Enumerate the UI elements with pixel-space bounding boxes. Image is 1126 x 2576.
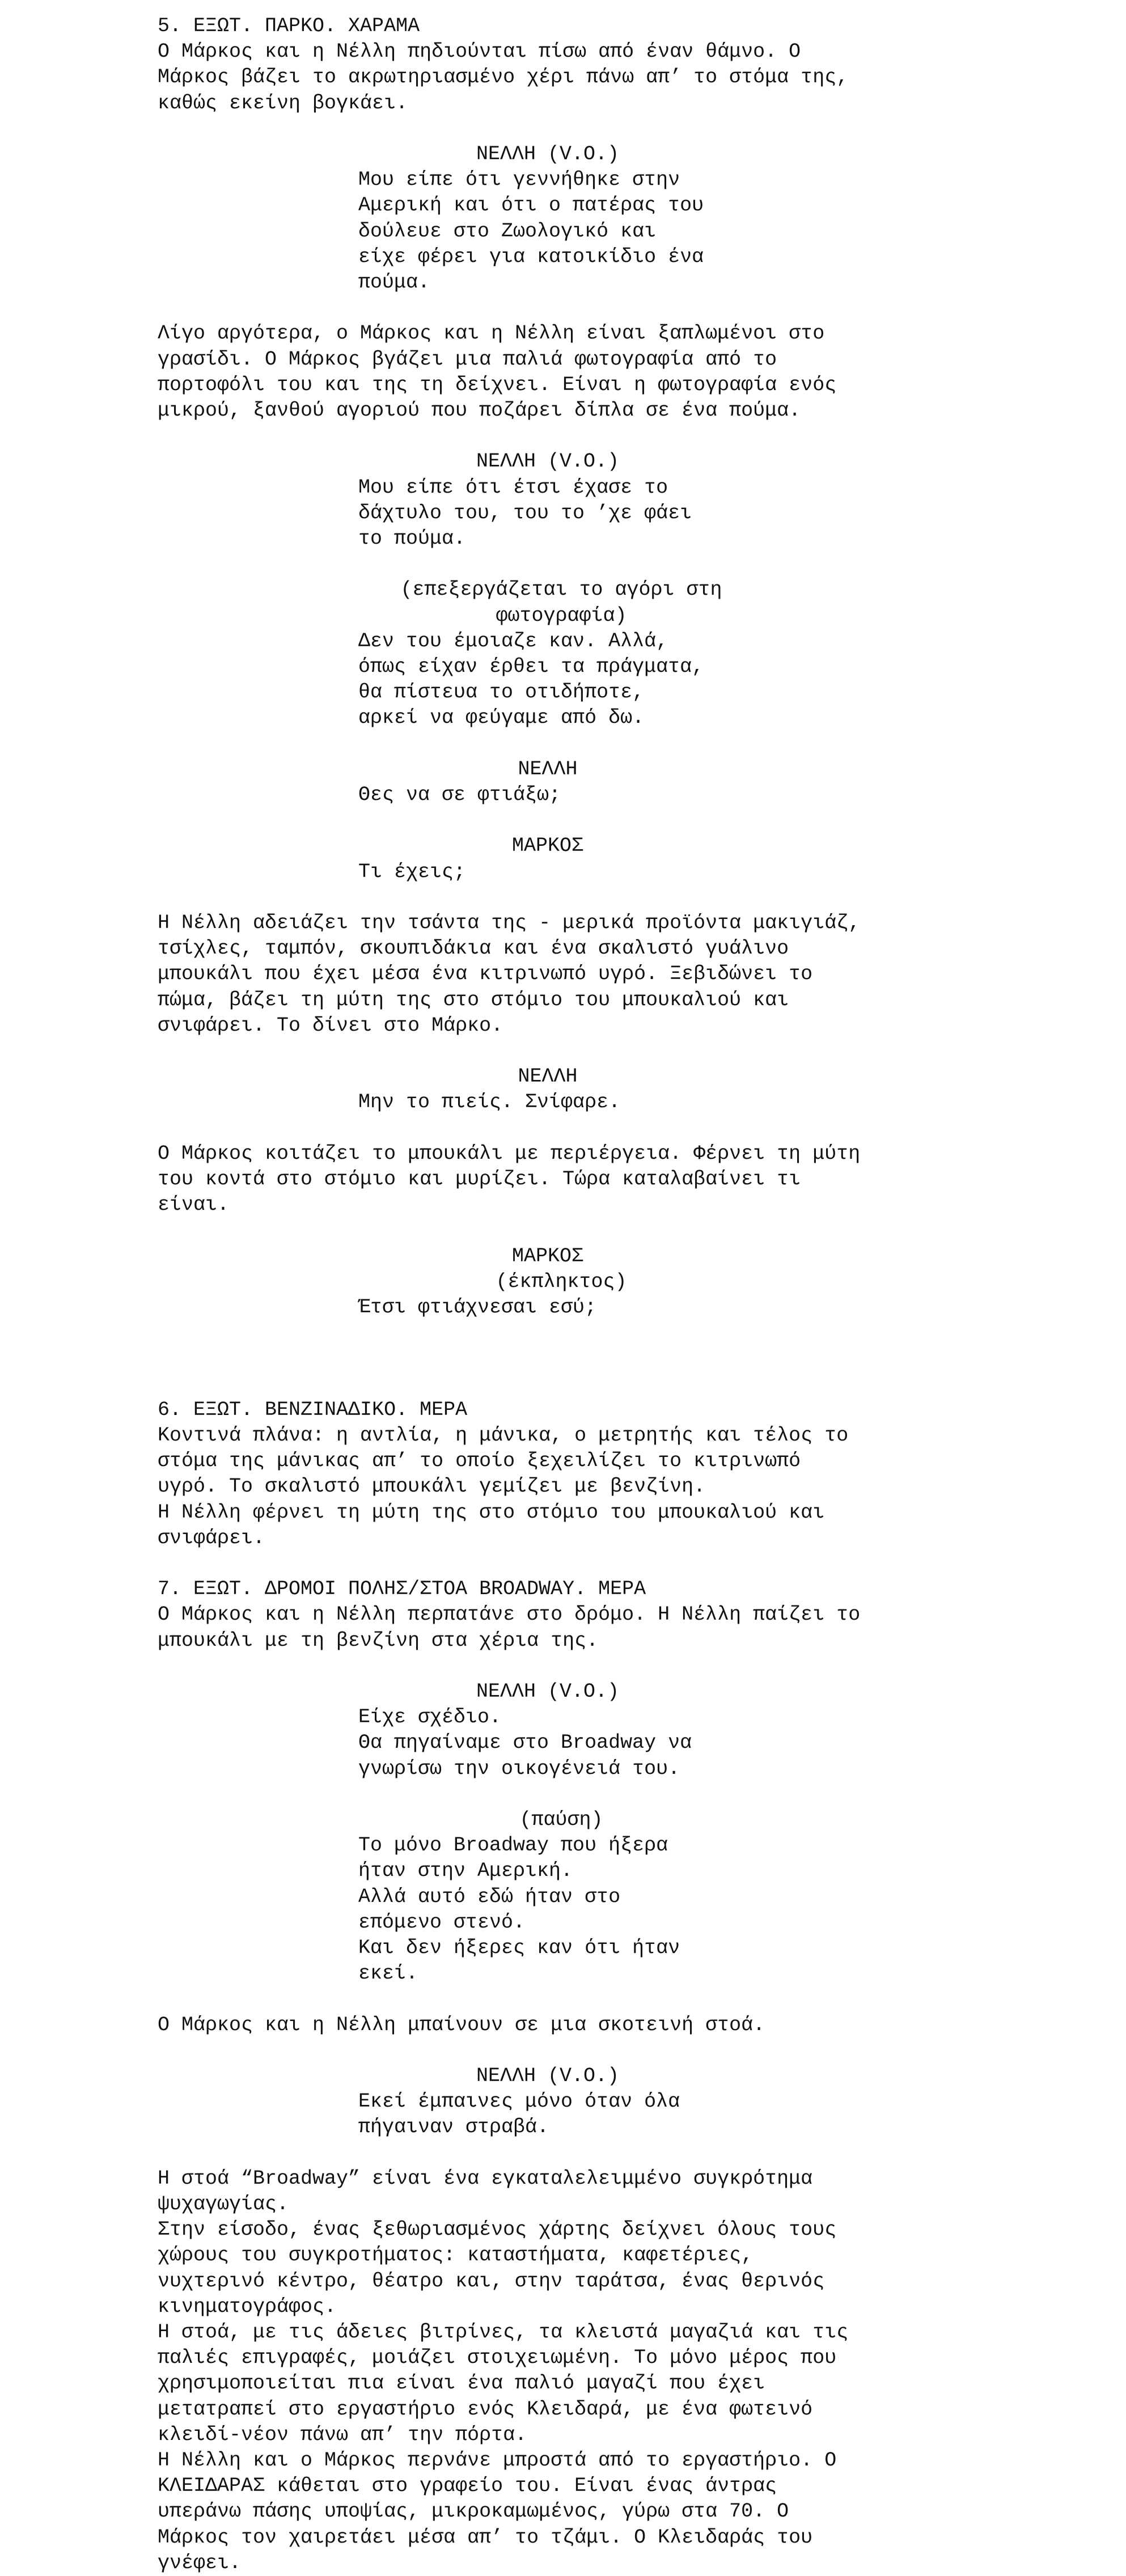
line-action: ΚΛΕΙΔΑΡΑΣ κάθεται στο γραφείο του. Είναι ένας άντρας bbox=[158, 2475, 777, 2498]
line-dialogue: Έτσι φτιάχνεσαι εσύ; bbox=[358, 1296, 597, 1319]
line-parenthetical: (επεξεργάζεται το αγόρι στη bbox=[400, 578, 722, 601]
line-action: κλειδί-νέον πάνω απ’ την πόρτα. bbox=[158, 2423, 527, 2446]
line-action: σνιφάρει. bbox=[158, 1526, 265, 1549]
line-action: Κοντινά πλάνα: η αντλία, η μάνικα, ο μετρητής και τέλος το bbox=[158, 1424, 849, 1447]
line-action: Η Νέλλη αδειάζει την τσάντα της - μερικά προϊόντα μακιγιάζ, bbox=[158, 912, 861, 934]
line-action: πορτοφόλι του και της τη δείχνει. Είναι η φωτογραφία ενός bbox=[158, 373, 837, 396]
line-action: Ο Μάρκος κοιτάζει το μπουκάλι με περιέργεια. Φέρνει τη μύτη bbox=[158, 1142, 861, 1165]
line-dialogue: ήταν στην Αμερική. bbox=[358, 1859, 573, 1883]
line-dialogue: Δεν του έμοιαζε καν. Αλλά, bbox=[358, 629, 668, 653]
line-action: του κοντά στο στόμιο και μυρίζει. Τώρα καταλαβαίνει τι bbox=[158, 1168, 801, 1190]
line-action: ψυχαγωγίας. bbox=[158, 2193, 289, 2215]
line-action: Ο Μάρκος και η Νέλλη περπατάνε στο δρόμο. Η Νέλλη παίζει το bbox=[158, 1603, 861, 1626]
line-character: ΝΕΛΛΗ (V.O.) bbox=[476, 143, 620, 166]
line-action: Η στοά, με τις άδειες βιτρίνες, τα κλειστά μαγαζιά και τις bbox=[158, 2321, 849, 2344]
line-action: γρασίδι. Ο Μάρκος βγάζει μια παλιά φωτογραφία από το bbox=[158, 348, 777, 371]
line-dialogue: Μου είπε ότι έτσι έχασε το bbox=[358, 476, 668, 499]
line-dialogue: Εκεί έμπαινες μόνο όταν όλα bbox=[358, 2090, 680, 2113]
line-action: Η Νέλλη φέρνει τη μύτη της στο στόμιο του μπουκαλιού και bbox=[158, 1501, 825, 1524]
line-parenthetical: φωτογραφία) bbox=[496, 604, 627, 627]
line-action: Ο Μάρκος και η Νέλλη πηδιούνται πίσω από έναν θάμνο. Ο bbox=[158, 40, 801, 63]
line-character: ΝΕΛΛΗ (V.O.) bbox=[476, 450, 620, 473]
line-dialogue: πούμα. bbox=[358, 271, 430, 294]
line-action: Η στοά “Broadway” είναι ένα εγκαταλελειμμένο συγκρότημα bbox=[158, 2167, 813, 2190]
line-action: πώμα, βάζει τη μύτη της στο στόμιο του μπουκαλιού και bbox=[158, 988, 789, 1011]
line-parenthetical: (παύση) bbox=[519, 1808, 603, 1831]
line-character: ΝΕΛΛΗ (V.O.) bbox=[476, 2065, 620, 2087]
line-character: ΝΕΛΛΗ (V.O.) bbox=[476, 1680, 620, 1703]
line-action: μπουκάλι που έχει μέσα ένα κιτρινωπό υγρό. Ξεβιδώνει το bbox=[158, 963, 813, 986]
line-character: ΜΑΡΚΟΣ bbox=[511, 834, 584, 858]
line-character: ΜΑΡΚΟΣ bbox=[511, 1244, 584, 1268]
line-action: στόμα της μάνικας απ’ το οποίο ξεχειλίζει το κιτρινωπό bbox=[158, 1450, 801, 1473]
line-dialogue: Μην το πιείς. Σνίφαρε. bbox=[358, 1091, 621, 1114]
line-dialogue: αρκεί να φεύγαμε από δω. bbox=[358, 706, 645, 730]
line-dialogue: εκεί. bbox=[358, 1962, 418, 1985]
line-dialogue: δούλευε στο Ζωολογικό και bbox=[358, 219, 657, 243]
line-action: Μάρκος βάζει το ακρωτηριασμένο χέρι πάνω απ’ το στόμα της, bbox=[158, 66, 849, 89]
line-action: μετατραπεί στο εργαστήριο ενός Κλειδαρά, με ένα φωτεινό bbox=[158, 2397, 813, 2421]
line-action: είναι. bbox=[158, 1193, 230, 1217]
line-dialogue: Θα πηγαίναμε στο Broadway να bbox=[358, 1731, 692, 1755]
line-dialogue: γνωρίσω την οικογένειά του. bbox=[358, 1757, 680, 1780]
line-dialogue: Αμερική και ότι ο πατέρας του bbox=[358, 194, 704, 217]
line-action: χρησιμοποιείται πια είναι ένα παλιό μαγαζί που έχει bbox=[158, 2372, 765, 2395]
line-action: παλιές επιγραφές, μοιάζει στοιχειωμένη. Το μόνο μέρος που bbox=[158, 2346, 837, 2370]
line-character: ΝΕΛΛΗ bbox=[518, 1065, 578, 1088]
line-action: νυχτερινό κέντρο, θέατρο και, στην ταράτσα, ένας θερινός bbox=[158, 2269, 825, 2293]
line-dialogue: Αλλά αυτό εδώ ήταν στο bbox=[358, 1885, 621, 1908]
line-action: υγρό. Το σκαλιστό μπουκάλι γεμίζει με βενζίνη. bbox=[158, 1475, 706, 1498]
line-dialogue: το πούμα. bbox=[358, 527, 466, 550]
line-action: Στην είσοδο, ένας ξεθωριασμένος χάρτης δείχνει όλους τους bbox=[158, 2218, 837, 2242]
line-parenthetical: (έκπληκτος) bbox=[496, 1270, 627, 1293]
line-dialogue: είχε φέρει για κατοικίδιο ένα bbox=[358, 245, 704, 268]
line-scene-heading: 6. ΕΞΩΤ. ΒΕΝΖΙΝΑΔΙΚΟ. ΜΕΡΑ bbox=[158, 1398, 468, 1421]
line-action: Ο Μάρκος και η Νέλλη μπαίνουν σε μια σκοτεινή στοά. bbox=[158, 2013, 765, 2036]
line-action: Μάρκος τον χαιρετάει μέσα απ’ το τζάμι. Ο Κλειδαράς του bbox=[158, 2526, 813, 2549]
line-dialogue: Θες να σε φτιάξω; bbox=[358, 783, 561, 806]
line-action: Λίγο αργότερα, ο Μάρκος και η Νέλλη είναι ξαπλωμένοι στο bbox=[158, 322, 825, 345]
line-action: κινηματογράφος. bbox=[158, 2295, 337, 2318]
line-dialogue: Τι έχεις; bbox=[358, 860, 466, 883]
line-scene-heading: 5. ΕΞΩΤ. ΠΑΡΚΟ. ΧΑΡΑΜΑ bbox=[158, 15, 420, 37]
line-action: μπουκάλι με τη βενζίνη στα χέρια της. bbox=[158, 1629, 599, 1652]
line-action: Η Νέλλη και ο Μάρκος περνάνε μπροστά από το εργαστήριο. Ο bbox=[158, 2449, 837, 2472]
line-action: χώρους του συγκροτήματος: καταστήματα, καφετέριες, bbox=[158, 2244, 754, 2267]
line-dialogue: θα πίστευα το οτιδήποτε, bbox=[358, 681, 645, 704]
line-dialogue: επόμενο στενό. bbox=[358, 1910, 526, 1934]
line-dialogue: Μου είπε ότι γεννήθηκε στην bbox=[358, 168, 680, 192]
line-action: τσίχλες, ταμπόν, σκουπιδάκια και ένα σκαλιστό γυάλινο bbox=[158, 937, 789, 960]
line-action: γνέφει. bbox=[158, 2551, 242, 2574]
line-dialogue: Είχε σχέδιο. bbox=[358, 1706, 502, 1729]
line-action: μικρού, ξανθού αγοριού που ποζάρει δίπλα σε ένα πούμα. bbox=[158, 399, 801, 422]
line-scene-heading: 7. ΕΞΩΤ. ΔΡΟΜΟΙ ΠΟΛΗΣ/ΣΤΟΑ BROADWAY. ΜΕΡΑ bbox=[158, 1578, 646, 1601]
line-action: καθώς εκείνη βογκάει. bbox=[158, 91, 408, 115]
line-action: σνιφάρει. Το δίνει στο Μάρκο. bbox=[158, 1014, 503, 1037]
line-dialogue: όπως είχαν έρθει τα πράγματα, bbox=[358, 655, 704, 678]
line-action: υπεράνω πάσης υποψίας, μικροκαμωμένος, γύρω στα 70. Ο bbox=[158, 2500, 789, 2523]
line-dialogue: δάχτυλο του, του το ’χε φάει bbox=[358, 501, 692, 524]
line-character: ΝΕΛΛΗ bbox=[518, 757, 578, 781]
line-dialogue: Το μόνο Broadway που ήξερα bbox=[358, 1834, 668, 1857]
line-dialogue: Και δεν ήξερες καν ότι ήταν bbox=[358, 1937, 680, 1959]
line-dialogue: πήγαιναν στραβά. bbox=[358, 2116, 549, 2139]
